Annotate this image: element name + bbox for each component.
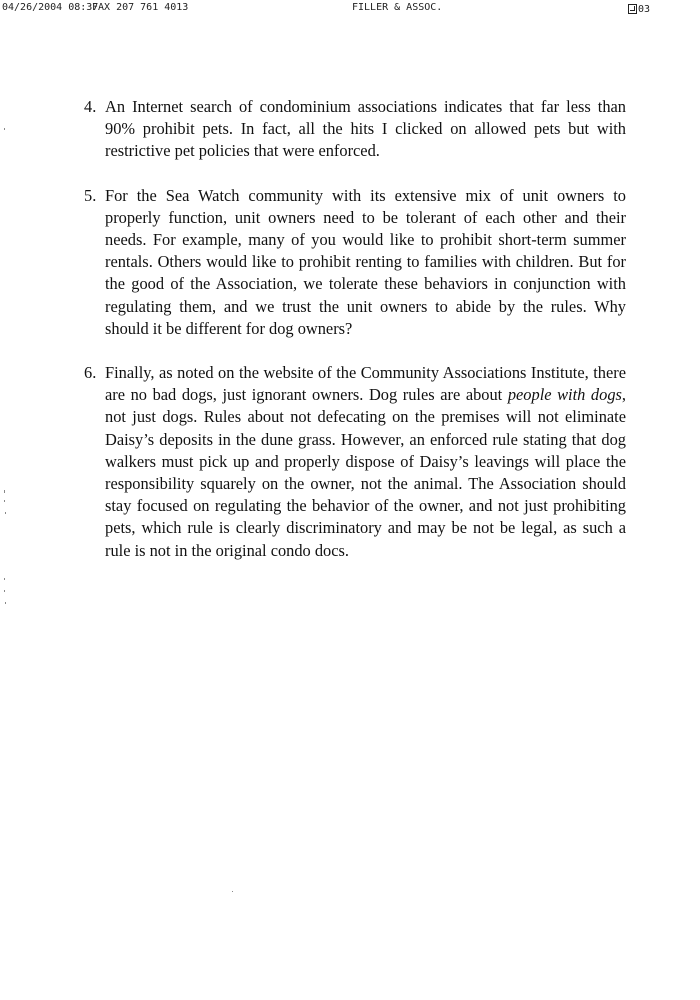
- point-6: [84, 362, 626, 562]
- letter-body: [84, 96, 626, 584]
- point-text: An Internet search of condominium associations indicates that far less than 90% prohibit pets. In fact, all the hits I clicked on allowed pets but with restrictive pet policies that were enforced.: [105, 97, 626, 161]
- point-text: For the Sea Watch community with its extensive mix of unit owners to properly function, unit owners need to be tolerant of each other and their needs. For example, many of you would like to prohibit short-term summer rentals. Others would like to prohibit renting to families with children. But for the good of the Association, we tolerate these behaviors in conjunction with regulating them, and we trust the unit owners to abide by the rules. Why should it be different for dog owners?: [105, 185, 626, 338]
- page-icon: [628, 4, 637, 14]
- fax-datetime: 04/26/2004 08:37: [2, 2, 99, 13]
- point-number: 4.: [84, 97, 97, 116]
- point-text-end: , not just dogs. Rules about not defecating on the premises will not eliminate Daisy’s deposits in the dune grass. However, an enforced rule stating that dog walkers must pick up and properly dispose of Daisy’s leavings will place the responsibility squarely on the owner, not the animal. The Association should stay focused on regulating the behavior of the owner, and not just prohibiting pets, which rule is clearly discriminatory and may be not be legal, as such a rule is not in the original condo docs.: [105, 385, 626, 560]
- fax-header: [0, 0, 700, 16]
- point-number: 5.: [84, 185, 97, 205]
- fax-number: FAX 207 761 4013: [92, 2, 189, 13]
- fax-page-indicator: [628, 2, 651, 15]
- point-text-emphasis: people with dogs: [507, 385, 622, 405]
- point-number: 6.: [84, 363, 97, 383]
- point-4: [84, 96, 626, 163]
- fax-sender: FILLER & ASSOC.: [352, 2, 443, 13]
- fax-page-number: 03: [638, 4, 651, 15]
- numbered-points: [84, 96, 626, 562]
- point-5: [84, 185, 626, 340]
- point-text-start: Finally, as noted on the website of the Community Associations Institute, there are no bad dogs, just ignorant owners. Dog rules are about: [105, 363, 626, 405]
